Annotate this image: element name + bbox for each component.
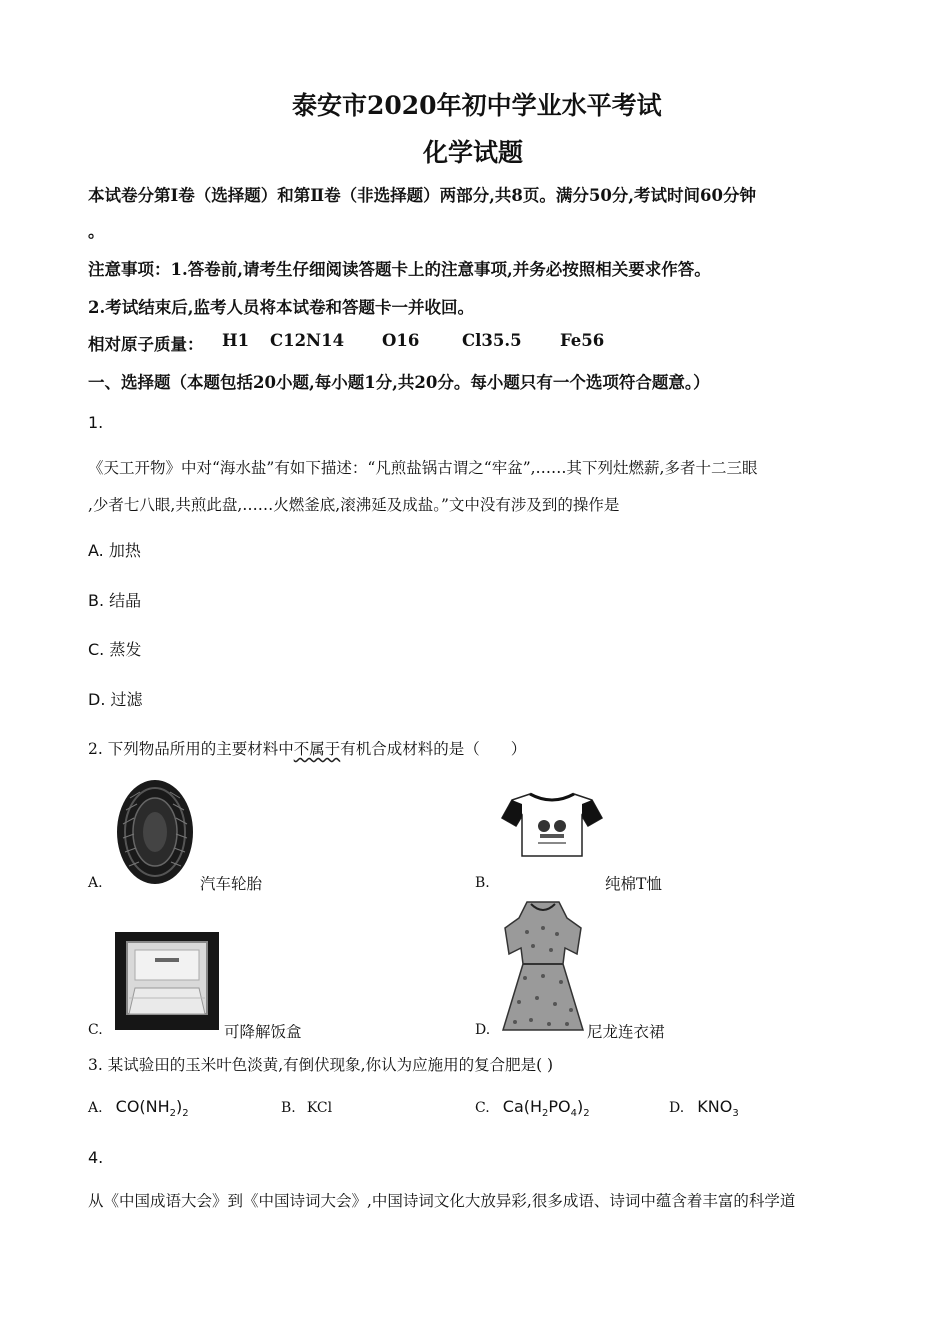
q2-option-c-letter[interactable]: C.	[88, 1022, 103, 1038]
section-heading: 一、选择题（本题包括20小题,每小题1分,共20分。每小题只有一个选项符合题意。）	[88, 373, 710, 392]
intro-line-end: 。	[88, 222, 105, 241]
option-letter: B.	[88, 591, 105, 610]
atomic-mass-n: N14	[306, 331, 345, 350]
q4-text-line1: 从《中国成语大会》到《中国诗词大会》,中国诗词文化大放异彩,很多成语、诗词中蕴含着丰富的科学道	[88, 1192, 796, 1210]
q2-option-b-text: 纯棉T恤	[605, 875, 662, 893]
option-text: 过滤	[110, 690, 143, 709]
formula: $Ca(H_2PO_4)_2$	[502, 1097, 590, 1120]
formula: $CO(NH_2)_2$	[115, 1097, 189, 1120]
option-text: 蒸发	[109, 640, 142, 659]
atomic-mass-c: C12	[270, 331, 307, 350]
q2-option-d-letter[interactable]: D.	[475, 1022, 491, 1038]
q1-number: 1.	[88, 413, 104, 432]
option-letter: B.	[281, 1100, 296, 1116]
option-letter: D.	[88, 690, 106, 709]
atomic-mass-h: H1	[222, 331, 250, 350]
q2-option-d-text: 尼龙连衣裙	[587, 1023, 665, 1041]
atomic-mass-cl: Cl35.5	[462, 331, 522, 350]
q3-option-a[interactable]	[88, 1097, 189, 1119]
q1-text-line1: 《天工开物》中对“海水盐”有如下描述：“凡煎盐锅古谓之“牢盆”,……其下列灶燃薪,多者十二三眼	[88, 459, 758, 477]
q3-option-c[interactable]	[475, 1097, 590, 1119]
atomic-mass-fe: Fe56	[560, 331, 605, 350]
q3-text: 3. 某试验田的玉米叶色淡黄,有倒伏现象,你认为应施用的复合肥是( )	[88, 1056, 554, 1074]
q3-option-b[interactable]	[281, 1097, 332, 1116]
q2-emphasis: 不属于	[293, 740, 341, 758]
q2-option-a-text: 汽车轮胎	[200, 875, 263, 893]
tire-image	[110, 778, 200, 886]
atomic-mass-o: O16	[382, 331, 420, 350]
tshirt-image	[500, 790, 604, 860]
q2-text	[88, 737, 526, 759]
intro-line: 本试卷分第I卷（选择题）和第Ⅱ卷（非选择题）两部分,共8页。满分50分,考试时间60分钟	[88, 186, 757, 205]
q1-option-b[interactable]	[88, 588, 141, 611]
dress-image	[497, 898, 589, 1036]
option-text: 结晶	[109, 591, 142, 610]
q1-option-c[interactable]	[88, 637, 141, 660]
option-text: 加热	[108, 541, 141, 560]
q2-option-b-letter[interactable]: B.	[475, 875, 490, 891]
q1-option-d[interactable]	[88, 687, 143, 710]
option-letter: A.	[88, 1100, 103, 1116]
lunchbox-image	[115, 932, 219, 1030]
q1-text-line2: ,少者七八眼,共煎此盘,……火燃釜底,滚沸延及成盐。”文中没有涉及到的操作是	[88, 496, 620, 514]
option-letter: C.	[88, 640, 105, 659]
atomic-mass-label: 相对原子质量：	[88, 335, 204, 354]
q2-text-prefix: 2. 下列物品所用的主要材料中	[88, 740, 294, 758]
q2-text-suffix: 有机合成材料的是（ ）	[340, 740, 527, 758]
page-subtitle: 化学试题	[423, 138, 524, 167]
q2-option-a-letter[interactable]: A.	[88, 875, 103, 891]
q1-option-a[interactable]	[88, 538, 141, 561]
option-letter: C.	[475, 1100, 490, 1116]
q3-option-d[interactable]	[669, 1097, 739, 1119]
q2-option-c-text: 可降解饭盒	[224, 1023, 302, 1041]
option-letter: D.	[669, 1100, 685, 1116]
notice-2: 2.考试结束后,监考人员将本试卷和答题卡一并收回。	[88, 298, 474, 317]
formula: KCl	[306, 1100, 333, 1116]
option-letter: A.	[88, 541, 104, 560]
formula: $KNO_3$	[697, 1097, 739, 1120]
page-title: 泰安市2020年初中学业水平考试	[292, 91, 662, 120]
q4-number: 4.	[88, 1148, 104, 1167]
notice-1: 注意事项：1.答卷前,请考生仔细阅读答题卡上的注意事项,并务必按照相关要求作答。	[88, 260, 711, 279]
